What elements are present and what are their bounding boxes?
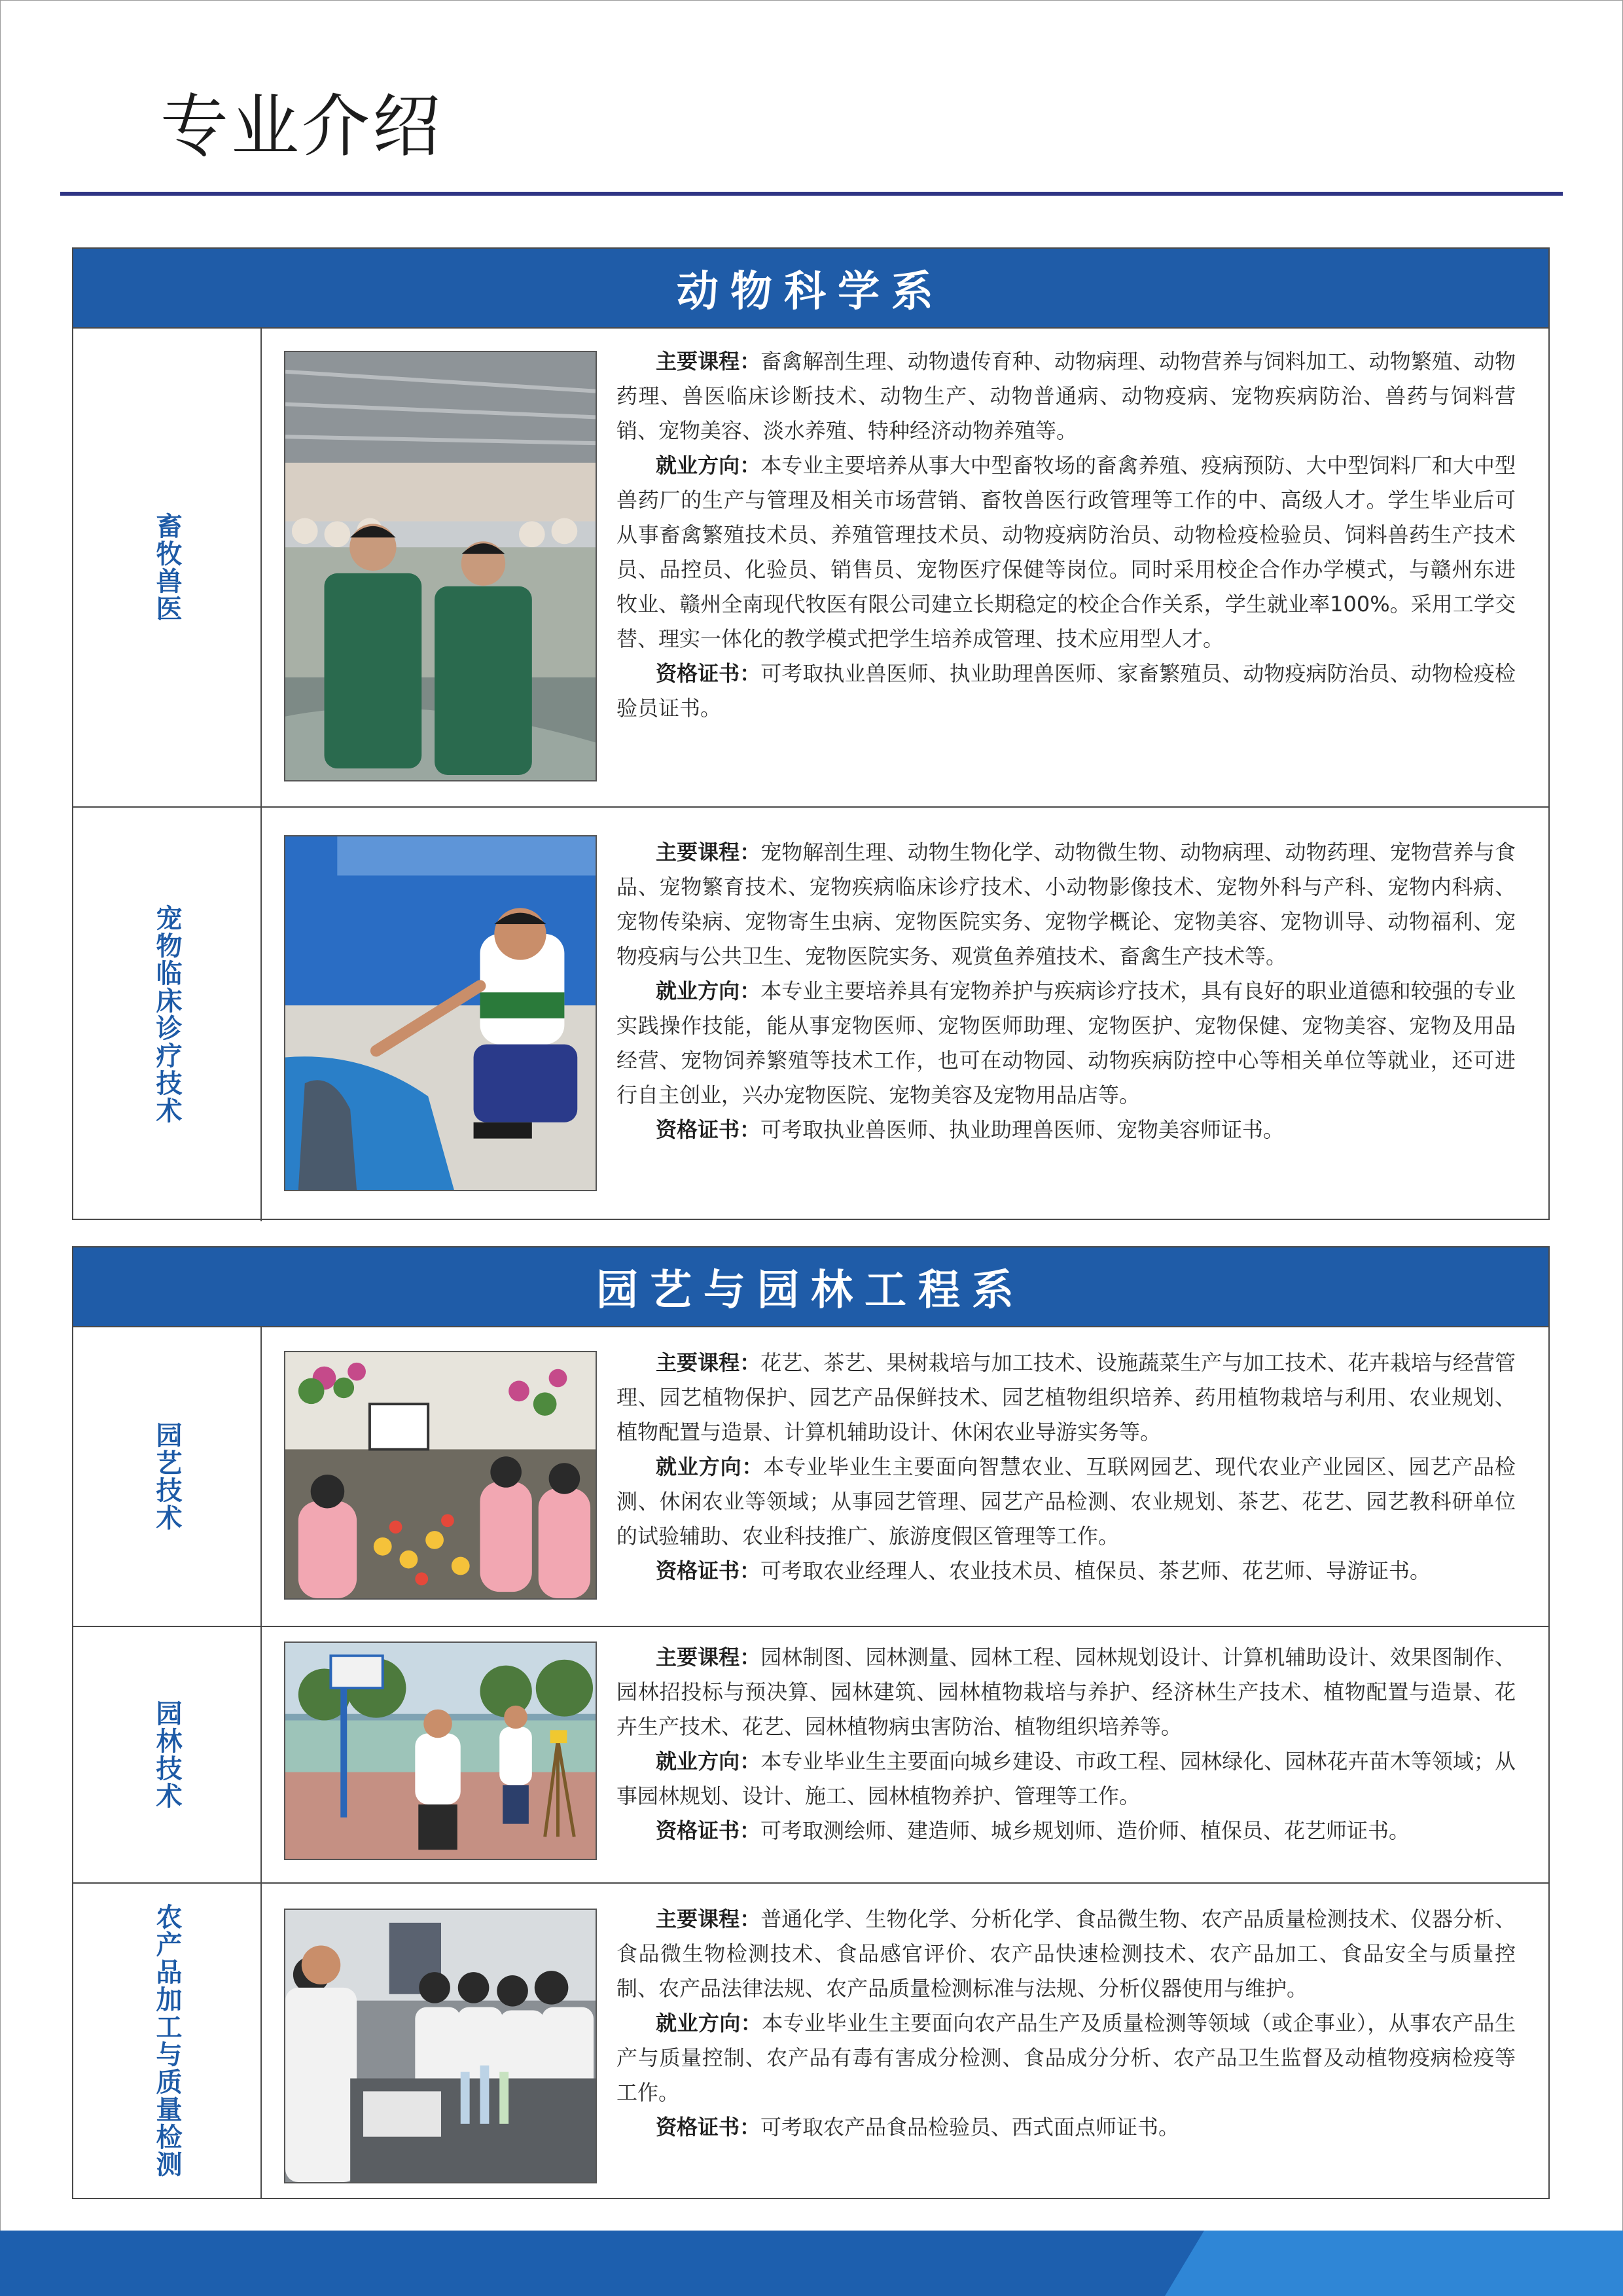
major-row xyxy=(73,1626,1548,1882)
career-text: 本专业毕业生主要面向城乡建设、市政工程、园林绿化、园林花卉苗木等领域；从事园林规划、设计、施工、园林植物养护、管理等工作。 xyxy=(616,1749,1516,1808)
certificate-paragraph xyxy=(616,1814,1516,1848)
title-divider xyxy=(60,192,1563,196)
major-name-cell xyxy=(73,1327,262,1626)
certificate-text: 可考取农业经理人、农业技术员、植保员、茶艺师、花艺师、导游证书。 xyxy=(760,1558,1431,1583)
course-paragraph xyxy=(616,344,1516,448)
major-name: 园林技术 xyxy=(152,1700,182,1810)
course-label: 主要课程： xyxy=(656,1645,761,1670)
certificate-paragraph xyxy=(616,1113,1516,1147)
major-description xyxy=(616,1346,1516,1588)
major-name: 园艺技术 xyxy=(152,1422,182,1532)
career-label: 就业方向： xyxy=(656,1454,764,1479)
career-label: 就业方向： xyxy=(656,453,761,478)
major-name-cell xyxy=(73,1627,262,1882)
major-description xyxy=(616,1640,1516,1848)
career-paragraph xyxy=(616,1744,1516,1814)
major-row xyxy=(73,329,1548,806)
career-label: 就业方向： xyxy=(656,978,761,1003)
certificate-label: 资格证书： xyxy=(656,2115,761,2140)
certificate-text: 可考取执业兽医师、执业助理兽医师、家畜繁殖员、动物疫病防治员、动物检疫检验员证书。 xyxy=(616,661,1516,721)
course-label: 主要课程： xyxy=(656,1350,761,1375)
food-lab-photo xyxy=(284,1909,597,2183)
course-paragraph xyxy=(616,1346,1516,1450)
course-text: 宠物解剖生理、动物生物化学、动物微生物、动物病理、动物药理、宠物营养与食品、宠物繁育技术、宠物疾病临床诊疗技术、小动物影像技术、宠物外科与产科、宠物内科病、宠物传染病、宠物寄生虫病、宠物医院实务、宠物学概论、宠物美容、宠物训导、动物福利、宠物疫病与公共卫生、宠物医院实务、观赏鱼养殖技术、畜禽生产技术等。 xyxy=(616,840,1516,969)
career-text: 本专业毕业生主要面向农产品生产及质量检测等领域（或企事业），从事农产品生产与质量控制、农产品有毒有害成分检测、食品成分分析、农产品卫生监督及动植物疫病检疫等工作。 xyxy=(616,2011,1516,2105)
certificate-label: 资格证书： xyxy=(656,1117,761,1142)
course-label: 主要课程： xyxy=(656,1907,761,1931)
course-label: 主要课程： xyxy=(656,840,761,865)
course-text: 畜禽解剖生理、动物遗传育种、动物病理、动物营养与饲料加工、动物繁殖、动物药理、兽医临床诊断技术、动物生产、动物普通病、动物疫病、宠物疾病防治、兽药与饲料营销、宠物美容、淡水养殖、特种经济动物养殖等。 xyxy=(616,349,1516,443)
department-header: 动物科学系 xyxy=(73,249,1548,329)
major-name: 宠物临床诊疗技术 xyxy=(152,905,182,1124)
career-text: 本专业毕业生主要面向智慧农业、互联网园艺、现代农业产业园区、园艺产品检测、休闲农业等领域；从事园艺管理、园艺产品检测、农业规划、茶艺、花艺、园艺教科研单位的试验辅助、农业科技推广、旅游度假区管理等工作。 xyxy=(616,1454,1516,1549)
flower-arranging-class-photo xyxy=(284,1351,597,1600)
career-paragraph xyxy=(616,448,1516,656)
major-description xyxy=(616,1902,1516,2145)
major-name-cell xyxy=(73,808,262,1221)
department-animal-science xyxy=(72,247,1550,1220)
department-header: 园艺与园林工程系 xyxy=(73,1247,1548,1327)
major-name: 畜牧兽医 xyxy=(152,512,182,622)
certificate-text: 可考取测绘师、建造师、城乡规划师、造价师、植保员、花艺师证书。 xyxy=(760,1818,1410,1843)
certificate-paragraph xyxy=(616,656,1516,726)
course-paragraph xyxy=(616,1902,1516,2006)
major-name-cell xyxy=(73,1884,262,2198)
course-text: 花艺、茶艺、果树栽培与加工技术、设施蔬菜生产与加工技术、花卉栽培与经营管理、园艺植物保护、园艺产品保鲜技术、园艺植物组织培养、药用植物栽培与利用、农业规划、植物配置与造景、计算机辅助设计、休闲农业导游实务等。 xyxy=(616,1350,1516,1444)
course-text: 园林制图、园林测量、园林工程、园林规划设计、计算机辅助设计、效果图制作、园林招投标与预决算、园林建筑、园林植物栽培与养护、经济林生产技术、植物配置与造景、花卉生产技术、花艺、园林植物病虫害防治、植物组织培养等。 xyxy=(616,1645,1516,1739)
major-description xyxy=(616,835,1516,1147)
footer-bar xyxy=(0,2231,1623,2296)
major-row xyxy=(73,1327,1548,1626)
certificate-label: 资格证书： xyxy=(656,1558,761,1583)
major-row xyxy=(73,806,1548,1221)
career-paragraph xyxy=(616,974,1516,1113)
certificate-label: 资格证书： xyxy=(656,661,761,686)
page-title: 专业介绍 xyxy=(160,86,444,166)
course-text: 普通化学、生物化学、分析化学、食品微生物、农产品质量检测技术、仪器分析、食品微生物检测技术、食品感官评价、农产品快速检测技术、农产品加工、食品安全与质量控制、农产品法律法规、农产品质量检测标准与法规、分析仪器使用与维护。 xyxy=(616,1907,1516,2001)
surveying-practice-photo xyxy=(284,1641,597,1860)
career-label: 就业方向： xyxy=(656,2011,762,2036)
course-label: 主要课程： xyxy=(656,349,761,374)
career-text: 本专业主要培养从事大中型畜牧场的畜禽养殖、疫病预防、大中型饲料厂和大中型兽药厂的生产与管理及相关市场营销、畜牧兽医行政管理等工作的中、高级人才。学生毕业后可从事畜禽繁殖技术员、养殖管理技术员、动物疫病防治员、动物检疫检验员、饲料兽药生产技术员、品控员、化验员、销售员、宠物医疗保健等岗位。同时采用校企合作办学模式，与赣州东进牧业、赣州全南现代牧医有限公司建立长期稳定的校企合作关系，学生就业率100%。采用工学交替、理实一体化的教学模式把学生培养成管理、技术应用型人才。 xyxy=(616,453,1516,651)
career-label: 就业方向： xyxy=(656,1749,761,1774)
certificate-paragraph xyxy=(616,1554,1516,1588)
certificate-text: 可考取执业兽医师、执业助理兽医师、宠物美容师证书。 xyxy=(760,1117,1285,1142)
certificate-label: 资格证书： xyxy=(656,1818,761,1843)
major-description xyxy=(616,344,1516,726)
career-paragraph xyxy=(616,2006,1516,2110)
course-paragraph xyxy=(616,1640,1516,1744)
career-text: 本专业主要培养具有宠物养护与疾病诊疗技术，具有良好的职业道德和较强的专业实践操作技能，能从事宠物医师、宠物医师助理、宠物医护、宠物保健、宠物美容、宠物及用品经营、宠物饲养繁殖等技术工作，也可在动物园、动物疾病防控中心等相关单位等就业，还可进行自主创业，兴办宠物医院、宠物美容及宠物用品店等。 xyxy=(616,978,1516,1107)
course-paragraph xyxy=(616,835,1516,974)
footer-accent xyxy=(1165,2231,1623,2296)
major-name: 农产品加工与质量检测 xyxy=(152,1903,182,2178)
major-row xyxy=(73,1882,1548,2198)
department-horticulture xyxy=(72,1246,1550,2199)
career-paragraph xyxy=(616,1450,1516,1554)
dolphin-pool-photo xyxy=(284,835,597,1191)
certificate-text: 可考取农产品食品检验员、西式面点师证书。 xyxy=(760,2115,1180,2140)
livestock-barn-photo xyxy=(284,351,597,781)
certificate-paragraph xyxy=(616,2110,1516,2145)
major-name-cell xyxy=(73,329,262,806)
